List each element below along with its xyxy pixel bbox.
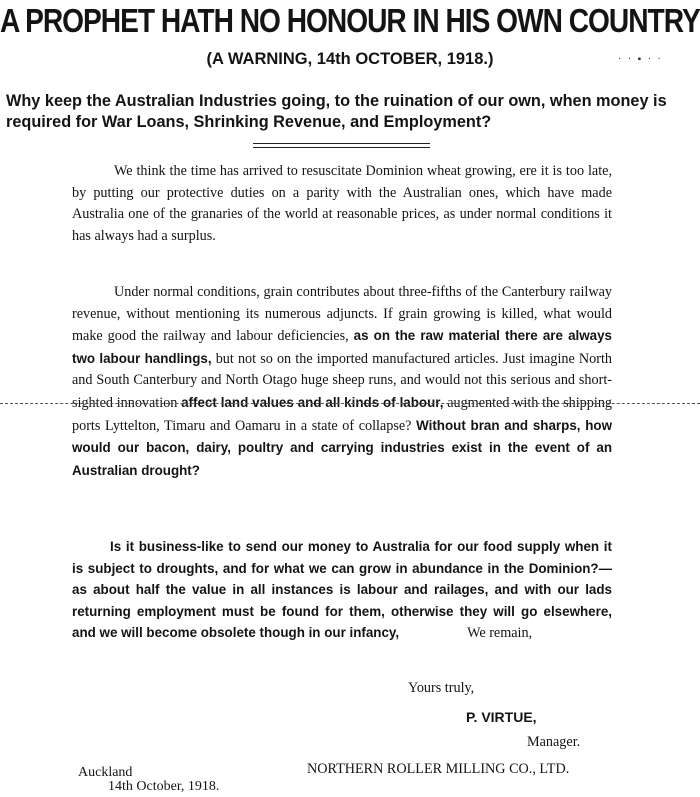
print-specks: · · ▪ · · [618, 54, 663, 65]
question-heading: Why keep the Australian Industries going, to the ruination of our own, when money is required for War Loans, Shrinking Revenue, and Employment? [6, 92, 667, 131]
paragraph-2-text-a: Under normal conditions, grain contributes about three-fifths of the Canterbury railway revenue, without mentioning its numerous adjuncts. If grain growing is killed, what would make good the railway and labour deficiencies, [72, 284, 612, 345]
double-rule-bottom [253, 147, 430, 148]
paragraph-2 [72, 282, 612, 482]
paragraph-2-text-b: but not so on the imported manufactured articles. Just imagine North and South Canterbury and North Otago huge sheep runs, and would not this serious and short-sighted innovation [72, 350, 613, 411]
place: Auckland [78, 765, 133, 780]
headline: A PROPHET HATH NO HONOUR IN HIS OWN COUNTRY [0, 3, 700, 40]
company-name: NORTHERN ROLLER MILLING CO., LTD. [307, 761, 570, 777]
subheading: (A WARNING, 14th OCTOBER, 1918.) [206, 50, 494, 68]
paragraph-2-bold-c: Without bran and sharps, how would our bacon, dairy, poultry and carrying industries exist in the event of an Australian drought? [72, 417, 613, 478]
paragraph-2-text-c: augmented with the shipping ports Lyttelton, Timaru and Oamaru in a state of collapse? [72, 394, 613, 434]
paragraph-3-text: Is it business-like to send our money to Australia for our food supply when it is subject to droughts, and for what we can grow in abundance in the Dominion?—as about half the value in all instances is labour and railages, and with our lads returning employment must be found for them, otherwise they will go elsewhere, and we will become obsolete though in our infancy, [72, 539, 612, 641]
paragraph-2-bold-b: affect land values and all kinds of labour, [181, 394, 444, 410]
valediction: Yours truly, [408, 680, 475, 696]
paragraph-3 [72, 536, 612, 645]
paragraph-2-bold-a: as on the raw material there are always two labour handlings, [72, 328, 613, 366]
date: 14th October, 1918. [108, 779, 220, 794]
closing-remark: We remain, [467, 625, 533, 642]
paragraph-1: We think the time has arrived to resuscitate Dominion wheat growing, ere it is too late, by putting our protective duties on a parity with the Australian ones, which have made Australia one of the granaries of the world at reasonable prices, as under normal conditions it has always had a surplus. [72, 163, 612, 244]
double-rule-top [253, 143, 430, 144]
signatory-name: P. VIRTUE, [466, 709, 537, 725]
signatory-title: Manager. [527, 734, 581, 750]
fold-tear-line [0, 403, 700, 404]
